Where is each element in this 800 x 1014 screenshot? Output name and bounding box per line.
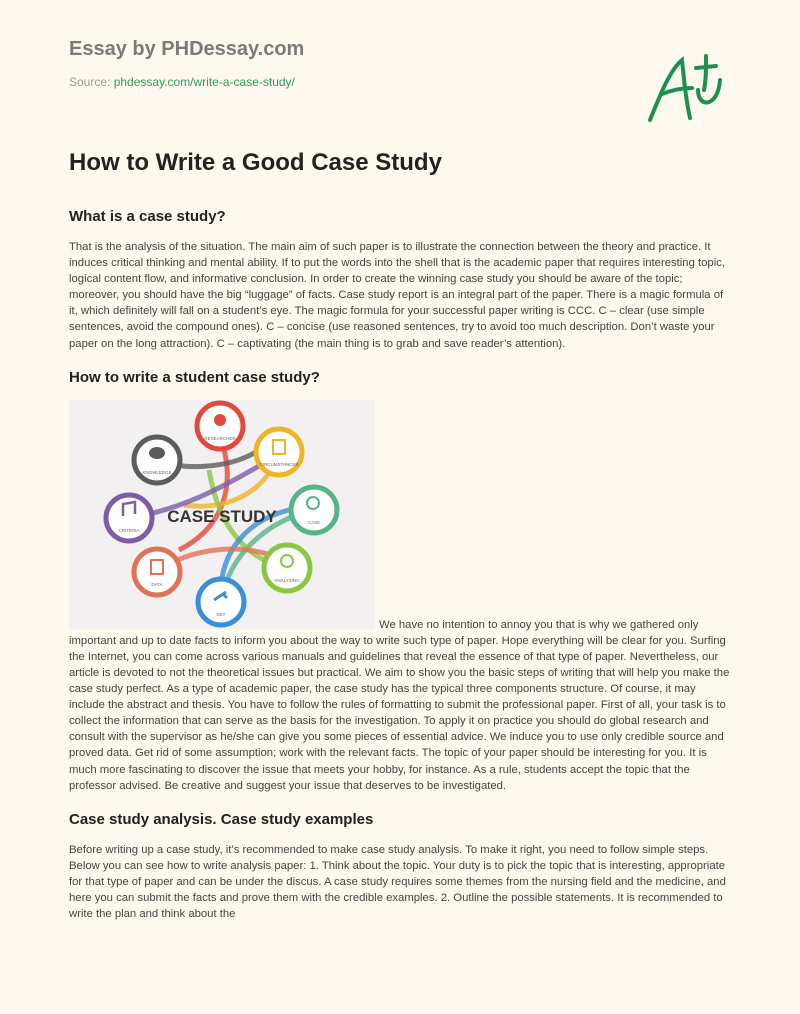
article-title: How to Write a Good Case Study xyxy=(69,149,442,176)
diagram-node-key xyxy=(198,579,244,625)
diagram-node-label: CIRCUMSTANCES xyxy=(259,461,299,467)
diagram-node-label: KEY xyxy=(216,611,226,617)
researcher-icon xyxy=(214,414,226,426)
section-body-1: That is the analysis of the situation. The main aim of such paper is to illustrate the connection between the theory and practice. It induces critical thinking and mental ability. If to put the words into the shell that is the academic paper that requires interesting topic, logical content flow, and informative conclusion. In order to create the winning case study you should be aware of the topic; moreover, you should have the big “luggage” of facts. Case study report is an integral part of the paper. There is a magic formula of it, which definitely will fall on a student’s eye. The magic formula for your successful paper writing is CCC. C – clear (use simple sentences, avoid the compound ones). C – concise (use reasoned sentences, try to avoid too much description. Don’t waste your paper on the long attraction). C – captivating (the main thing is to grab and save reader’s attention). xyxy=(69,241,725,350)
diagram-node-case xyxy=(291,487,337,533)
case-study-diagram-svg xyxy=(69,400,375,629)
diagram-node-label: CRITERIA xyxy=(118,527,140,533)
diagram-node-data xyxy=(134,549,180,595)
case-study-diagram xyxy=(69,400,375,629)
section-body-3: Before writing up a case study, it’s recommended to make case study analysis. To make it right, you need to follow simple steps. Below you can see how to write analysis paper: 1. Think about the topic. Your duty is to pick the topic that is interesting, appropriate for that type of paper and can be under the discus. A case study requires some themes from the nursing field and the medicine, and here you can submit the facts and prove them with the credible examples. 2. Outline the possible statements. It is recommended to write the plan and think about the xyxy=(69,843,726,921)
diagram-node-circumstances xyxy=(256,429,302,475)
section-heading-1: What is a case study? xyxy=(69,208,226,225)
source-link[interactable]: phdessay.com/write-a-case-study/ xyxy=(113,75,295,89)
section-body-2: We have no intention to annoy you that is why we gathered only important and up to date facts to inform you about the way to write such type of paper. Hope everything will be clear for you. Surfing the Internet, you can come across various manuals and guidelines that reveal the essence of that type of paper. Nevertheless, our article is devoted to not the theoretical issues but practical. We aim to show you the basic steps of writing that will help you make the case study perfect. As a type of academic paper, the case study has the typical three components structure. Of course, it may include the abstract and thesis. You have to follow the rules of formatting to submit the professional paper. First of all, your task is to collect the information that can serve as the basis for the investigation. To apply it on practice you should do global research and consult with the supervisor as he/she can give you some pieces of essential advice. We induce you to use only credible source and proved data. Get rid of some assumption; work with the relevant facts. The topic of your paper should be interesting for you. It is much more fascinating to discover the issue that meets your hobby, for instance. As a rule, students accept the topic that the professor advised. Be creative and suggest your issue that deserves to be investigated. xyxy=(69,618,730,792)
article xyxy=(69,148,731,938)
diagram-center-label: CASE STUDY xyxy=(167,506,277,526)
diagram-node-analyzing xyxy=(264,545,310,591)
brain-icon xyxy=(149,447,165,459)
diagram-node-label: KNOWLEDGE xyxy=(142,469,172,475)
a-plus-logo-icon xyxy=(640,50,730,130)
diagram-node-label: DATA xyxy=(151,581,163,587)
document-header xyxy=(69,38,304,89)
diagram-node-criteria xyxy=(106,495,152,541)
diagram-node-knowledge xyxy=(134,437,180,483)
diagram-node-label: ANALYZING xyxy=(274,577,300,583)
source-label: Source: xyxy=(69,75,114,89)
source-line xyxy=(69,75,304,89)
diagram-node-label: RESEARCHER xyxy=(204,435,236,441)
brand-title: Essay by PHDessay.com xyxy=(69,38,305,60)
section-heading-2: How to write a student case study? xyxy=(69,368,320,386)
section-heading-3: Case study analysis. Case study examples xyxy=(69,810,374,828)
diagram-node-label: CASE xyxy=(307,519,321,525)
diagram-node-researcher xyxy=(197,403,243,449)
